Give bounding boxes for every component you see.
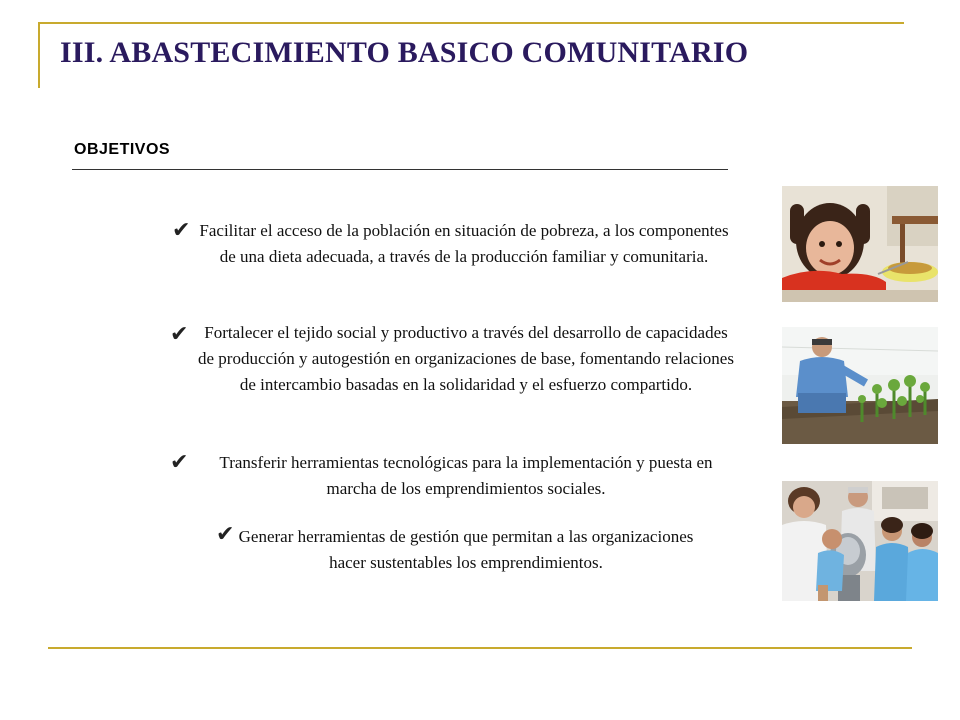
objective-item: Generar herramientas de gestión que permitan a las organizaciones hacer sustentables los emprendimientos. [238,527,694,572]
objective-item: Fortalecer el tejido social y productivo a través del desarrollo de capacidades de producción y autogestión en organizaciones de base, fomentando relaciones de intercambio basadas en la solidaridad y el esfuerzo compartido. [198,323,734,394]
check-icon: ✔ [170,322,189,347]
check-icon: ✔ [170,450,189,475]
check-icon: ✔ [216,522,235,547]
slide-title: III. ABASTECIMIENTO BASICO COMUNITARIO [60,36,749,69]
check-icon: ✔ [172,218,191,243]
bottom-gold-line [48,647,912,649]
photo-garden-work [782,327,938,444]
left-gold-line [38,22,40,88]
top-gold-line [40,22,904,24]
objective-item: Transferir herramientas tecnológicas para la implementación y puesta en marcha de los emprendimientos sociales. [219,453,713,498]
objective-item: Facilitar el acceso de la población en situación de pobreza, a los componentes de una dieta adecuada, a través de la producción familiar y comunitaria. [199,221,729,266]
photo-group-workshop [782,481,938,601]
section-label: OBJETIVOS [74,141,171,158]
photo-child-eating [782,186,938,302]
section-underline [72,169,728,170]
